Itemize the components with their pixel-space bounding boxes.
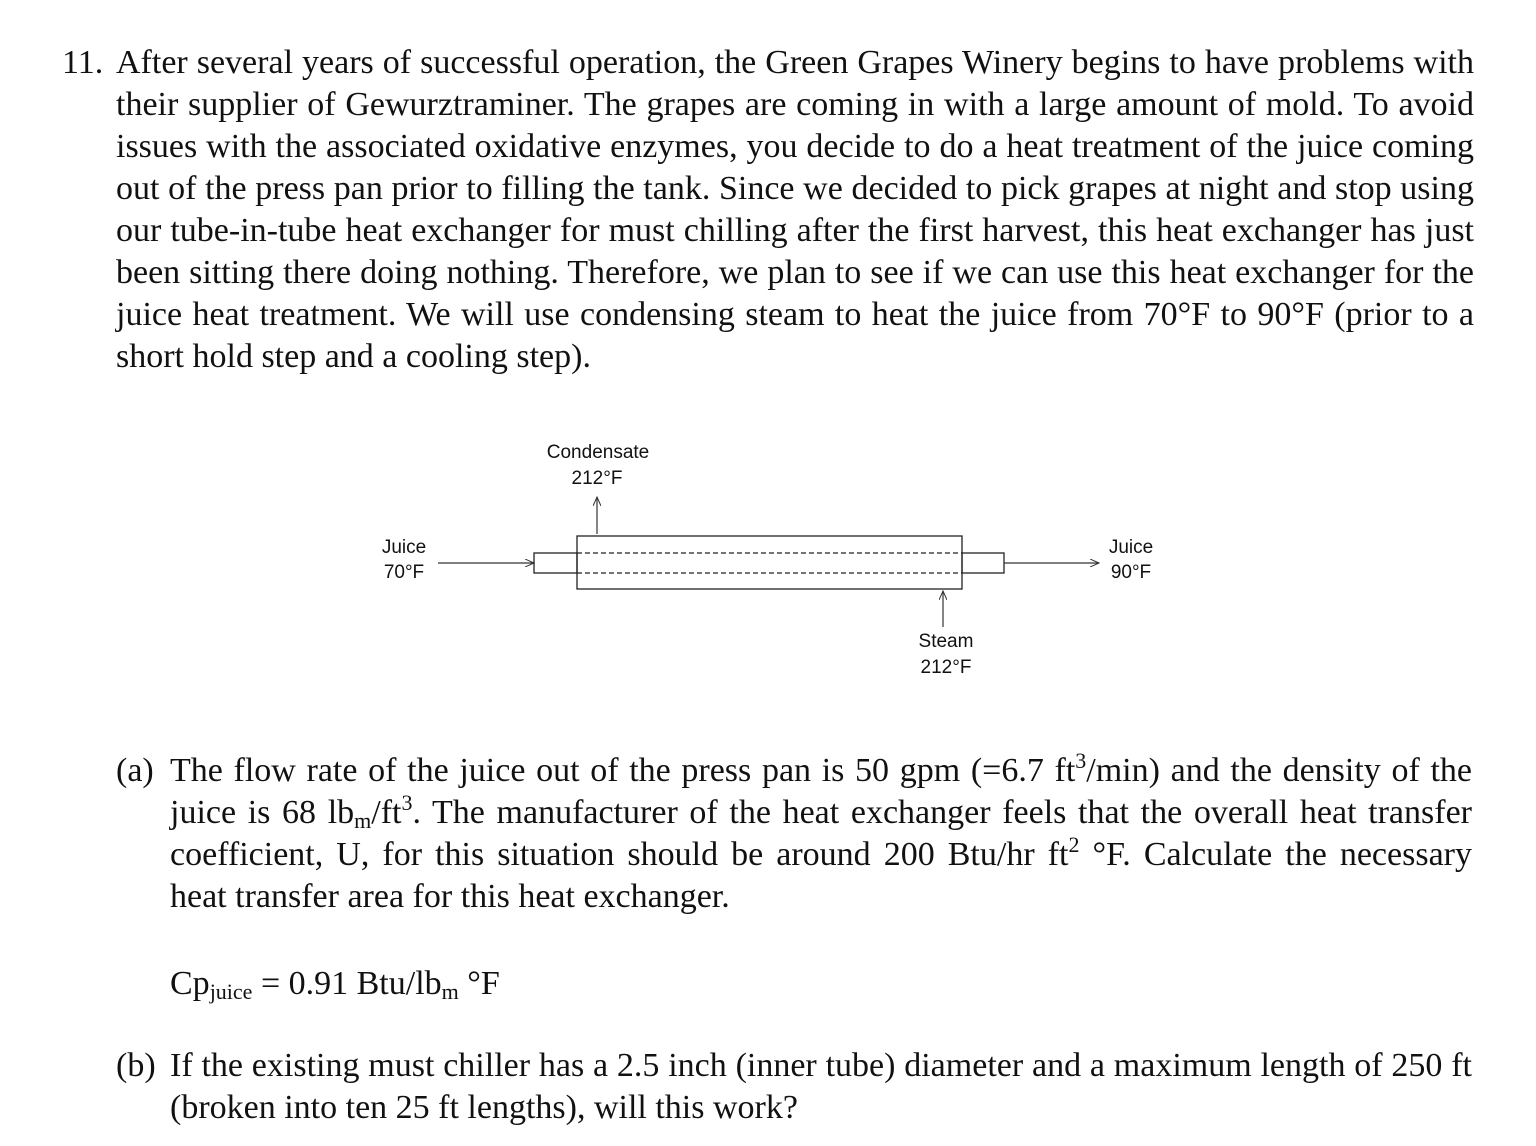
part-b-label: (b) [116, 1047, 156, 1084]
juice-in-temp: 70°F [383, 562, 425, 583]
inner-tube-left-stub [534, 553, 577, 573]
part-a-text-1: The flow rate of the juice out of the press pan is 50 gpm (=6.7 ft [170, 752, 1076, 789]
juice-out-label: Juice [1108, 537, 1154, 558]
cp-symbol: Cp [170, 965, 210, 1002]
part-a [116, 750, 1472, 918]
part-a-sup-1: 3 [1075, 748, 1087, 773]
part-a-sup-2: 3 [401, 790, 413, 815]
part-a-text-4: . The manufacturer of the heat exchanger feels that the overall heat transfer coefficient, U, for this situation should be around 200 Btu/hr ft [170, 794, 1472, 873]
part-a-text-5: °F. Calculate the necessary heat transfer area for this heat exchanger. [170, 836, 1472, 915]
condensate-temp: 212°F [571, 468, 623, 489]
specific-heat-equation [170, 963, 500, 1005]
outer-shell [577, 536, 962, 589]
cp-subscript: juice [209, 979, 253, 1004]
condensate-label: Condensate [546, 442, 650, 463]
part-a-text-2: /min) and the density of the juice is 68 lb [170, 752, 1472, 831]
steam-label: Steam [918, 631, 974, 652]
part-a-sup-3: 2 [1068, 832, 1080, 857]
cp-unit-tail: °F [458, 965, 500, 1002]
problem-number: 11. [62, 44, 104, 81]
cp-unit-sub: m [441, 979, 459, 1004]
steam-temp: 212°F [920, 657, 972, 678]
problem-text: After several years of successful operation, the Green Grapes Winery begins to have problems with their supplier of Gewurztraminer. The grapes are coming in with a large amount of mold. To avoid issues with the associated oxidative enzymes, you decide to do a heat treatment of the juice coming out of the press pan prior to filling the tank. Since we decided to pick grapes at night and stop using our tube-in-tube heat exchanger for must chilling after the first harvest, this heat exchanger has just been sitting there doing nothing. Therefore, we plan to see if we can use this heat exchanger for the juice heat treatment. We will use condensing steam to heat the juice from 70°F to 90°F (prior to a short hold step and a cooling step). [116, 44, 1474, 375]
part-b [116, 1045, 1472, 1129]
cp-value: = 0.91 Btu/lb [252, 965, 442, 1002]
part-a-text [170, 750, 1472, 918]
juice-in-label: Juice [381, 537, 427, 558]
part-a-sub-1: m [354, 808, 372, 833]
juice-out-temp: 90°F [1110, 562, 1152, 583]
inner-tube-right-stub [962, 553, 1004, 573]
part-a-label: (a) [116, 752, 154, 789]
part-a-text-3: /ft [371, 794, 402, 831]
part-b-text: If the existing must chiller has a 2.5 inch (inner tube) diameter and a maximum length of 250 ft (broken into ten 25 ft lengths), will this work? [170, 1047, 1472, 1126]
